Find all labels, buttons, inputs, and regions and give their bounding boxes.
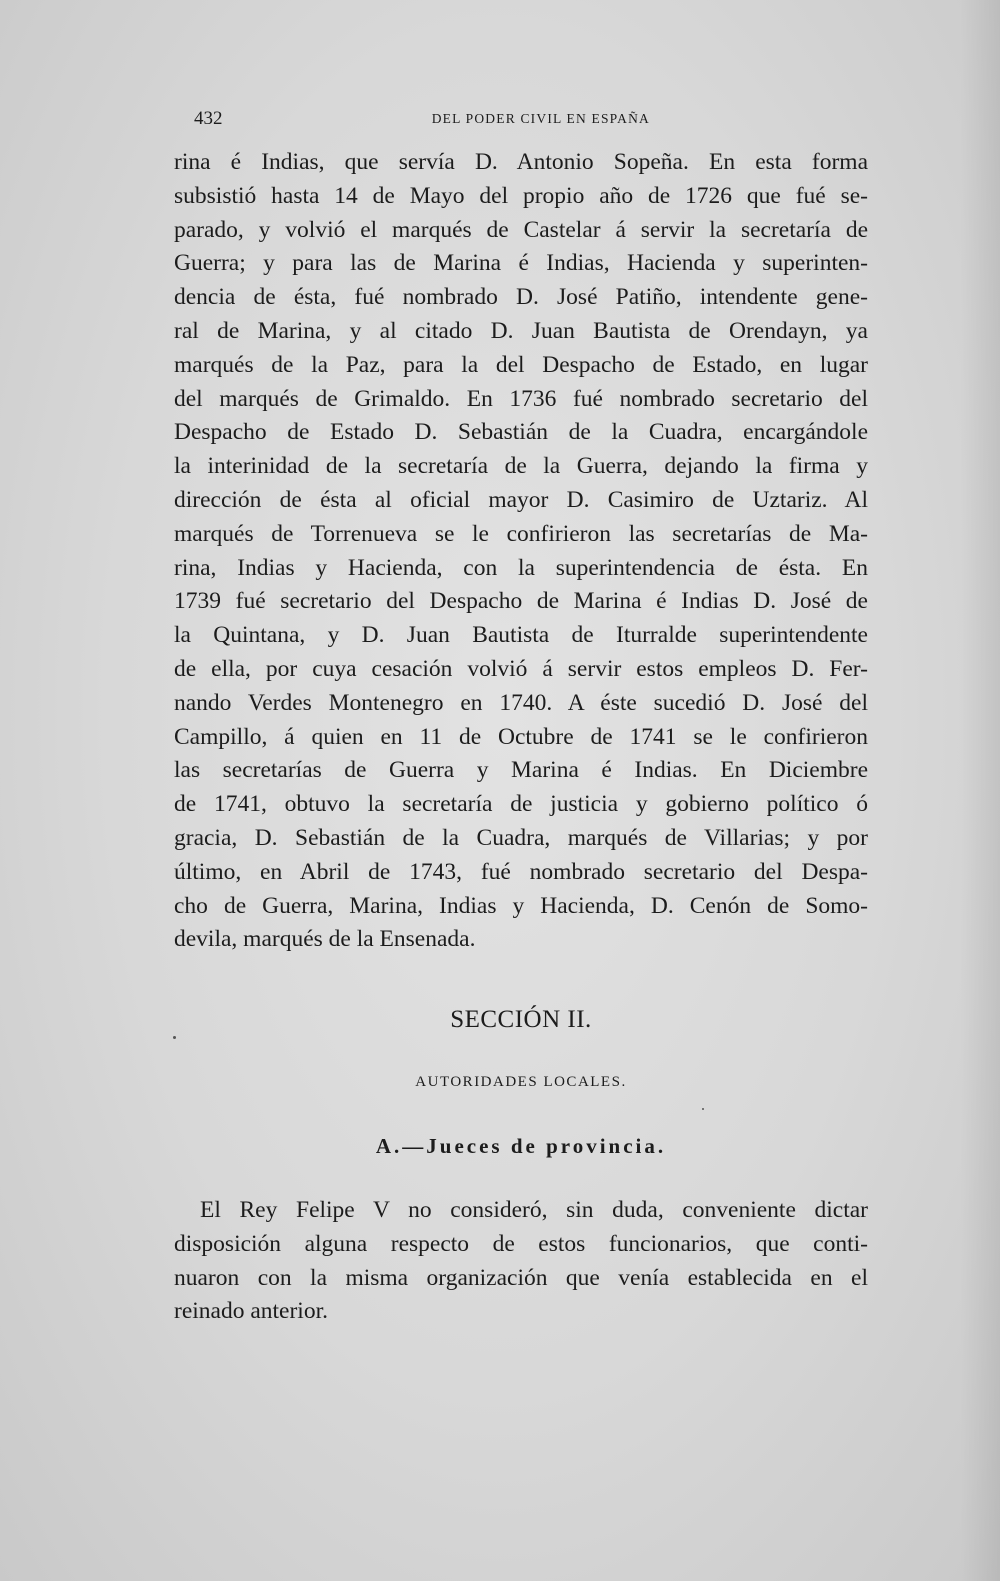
text-line: 1739 fué secretario del Despacho de Marina é Indias D. José de <box>174 588 868 615</box>
text-line: rina é Indias, que servía D. Antonio Sopeña. En esta forma <box>174 149 868 175</box>
text-line: de ella, por cuya cesación volvió á servir estos empleos D. Fer- <box>174 655 868 682</box>
text-line: devila, marqués de la Ensenada. <box>174 926 476 953</box>
text-line: la Quintana, y D. Juan Bautista de Iturralde superintendente <box>174 622 868 649</box>
text-line: marqués de la Paz, para la del Despacho de Estado, en lugar <box>174 351 868 378</box>
text-line: Campillo, á quien en 11 de Octubre de 1741 se le confirieron <box>174 723 868 750</box>
text-line: Guerra; y para las de Marina é Indias, Hacienda y superinten- <box>174 250 868 277</box>
running-head: DEL PODER CIVIL EN ESPAÑA <box>431 111 650 126</box>
text-line: parado, y volvió el marqués de Castelar á servir la secretaría de <box>174 216 868 243</box>
text-line: ral de Marina, y al citado D. Juan Bautista de Orendayn, ya <box>174 317 868 344</box>
text-line: reinado anterior. <box>174 1298 328 1325</box>
paper-speck <box>702 1108 704 1110</box>
paper-speck <box>173 1036 176 1039</box>
body-paragraph <box>174 146 868 957</box>
section-subtitle: AUTORIDADES LOCALES. <box>415 1074 627 1090</box>
text-line: Despacho de Estado D. Sebastián de la Cuadra, encargándole <box>174 419 868 446</box>
text-line: El Rey Felipe V no consideró, sin duda, conveniente dictar <box>200 1197 868 1223</box>
body-paragraph-2 <box>174 1194 868 1329</box>
text-line: subsistió hasta 14 de Mayo del propio año de 1726 que fué se- <box>174 182 868 209</box>
text-line: la interinidad de la secretaría de la Guerra, dejando la firma y <box>174 453 868 480</box>
text-line: dencia de ésta, fué nombrado D. José Patiño, intendente gene- <box>174 284 868 311</box>
text-line: gracia, D. Sebastián de la Cuadra, marqués de Villarias; y por <box>174 824 868 851</box>
text-line: marqués de Torrenueva se le confirieron las secretarías de Ma- <box>174 520 868 547</box>
text-line: de 1741, obtuvo la secretaría de justicia y gobierno político ó <box>174 791 868 818</box>
page-edge-shadow <box>960 0 1000 1581</box>
text-line: nando Verdes Montenegro en 1740. A éste sucedió D. José del <box>174 689 868 716</box>
text-line: del marqués de Grimaldo. En 1736 fué nombrado secretario del <box>174 385 868 412</box>
text-line: rina, Indias y Hacienda, con la superintendencia de ésta. En <box>174 554 868 581</box>
text-line: cho de Guerra, Marina, Indias y Hacienda, D. Cenón de Somo- <box>174 892 868 919</box>
text-line: las secretarías de Guerra y Marina é Indias. En Diciembre <box>174 757 868 784</box>
text-line: nuaron con la misma organización que venía establecida en el <box>174 1264 868 1291</box>
page-header <box>194 108 650 132</box>
text-line: dirección de ésta al oficial mayor D. Casimiro de Uztariz. Al <box>174 486 868 513</box>
subsection-heading: A.—Jueces de provincia. <box>375 1134 667 1158</box>
page-number: 432 <box>194 108 223 129</box>
text-line: disposición alguna respecto de estos funcionarios, que conti- <box>174 1230 868 1257</box>
section-title: SECCIÓN II. <box>450 1006 592 1033</box>
text-line: último, en Abril de 1743, fué nombrado secretario del Despa- <box>174 858 868 885</box>
